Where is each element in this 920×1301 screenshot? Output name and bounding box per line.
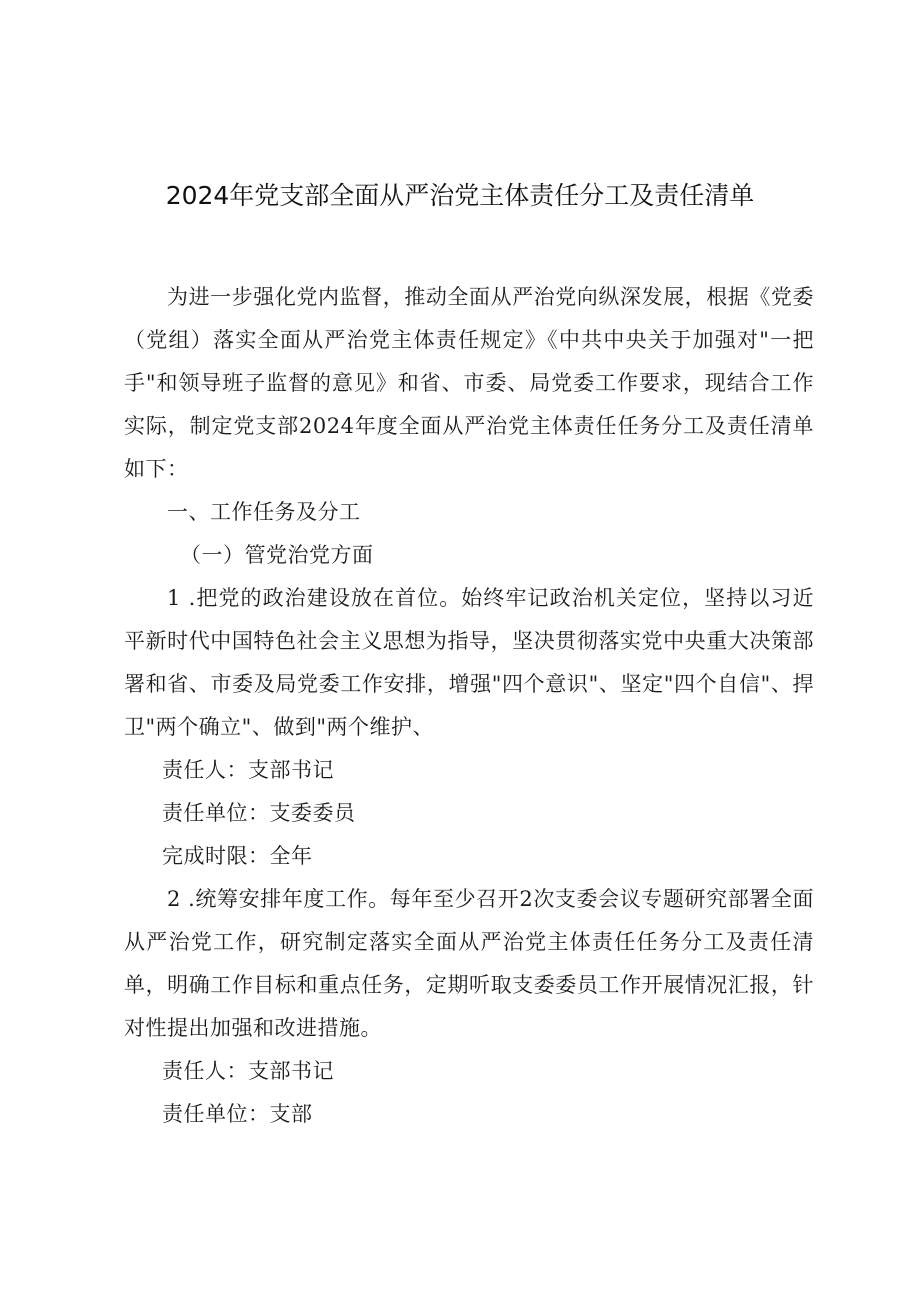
task-item-1: 1 .把党的政治建设放在首位。始终牢记政治机关定位，坚持以习近平新时代中国特色社会主义思想为指导，坚决贯彻落实党中央重大决策部署和省、市委及局党委工作安排，增强"四个意识"、坚定"四个自信"、捍卫"两个确立"、做到"两个维护、 [124,586,814,739]
subsection-heading: （一）管党治党方面 [180,543,374,567]
document-title: 2024年党支部全面从严治党主体责任分工及责任清单 [165,181,755,210]
task-item-2: 2 .统筹安排年度工作。每年至少召开2次支委会议专题研究部署全面从严治党工作，研究制定落实全面从严治党主体责任任务分工及责任清单，明确工作目标和重点任务，定期听取支委委员工作开展情况汇报，针对性提出加强和改进措施。 [124,887,814,1040]
task-1-deadline: 完成时限：全年 [162,844,313,868]
task-1-responsible-unit: 责任单位：支委委员 [162,801,356,825]
task-1-responsible-person: 责任人：支部书记 [162,758,334,782]
section-heading: 一、工作任务及分工 [167,500,361,524]
task-2-responsible-person: 责任人：支部书记 [162,1059,334,1083]
intro-paragraph: 为进一步强化党内监督，推动全面从严治党向纵深发展，根据《党委（党组）落实全面从严治党主体责任规定》《中共中央关于加强对"一把手"和领导班子监督的意见》和省、市委、局党委工作要求，现结合工作实际，制定党支部2024年度全面从严治党主体责任任务分工及责任清单如下： [124,285,814,481]
document-body [124,276,814,1136]
task-2-responsible-unit: 责任单位：支部 [162,1102,313,1126]
